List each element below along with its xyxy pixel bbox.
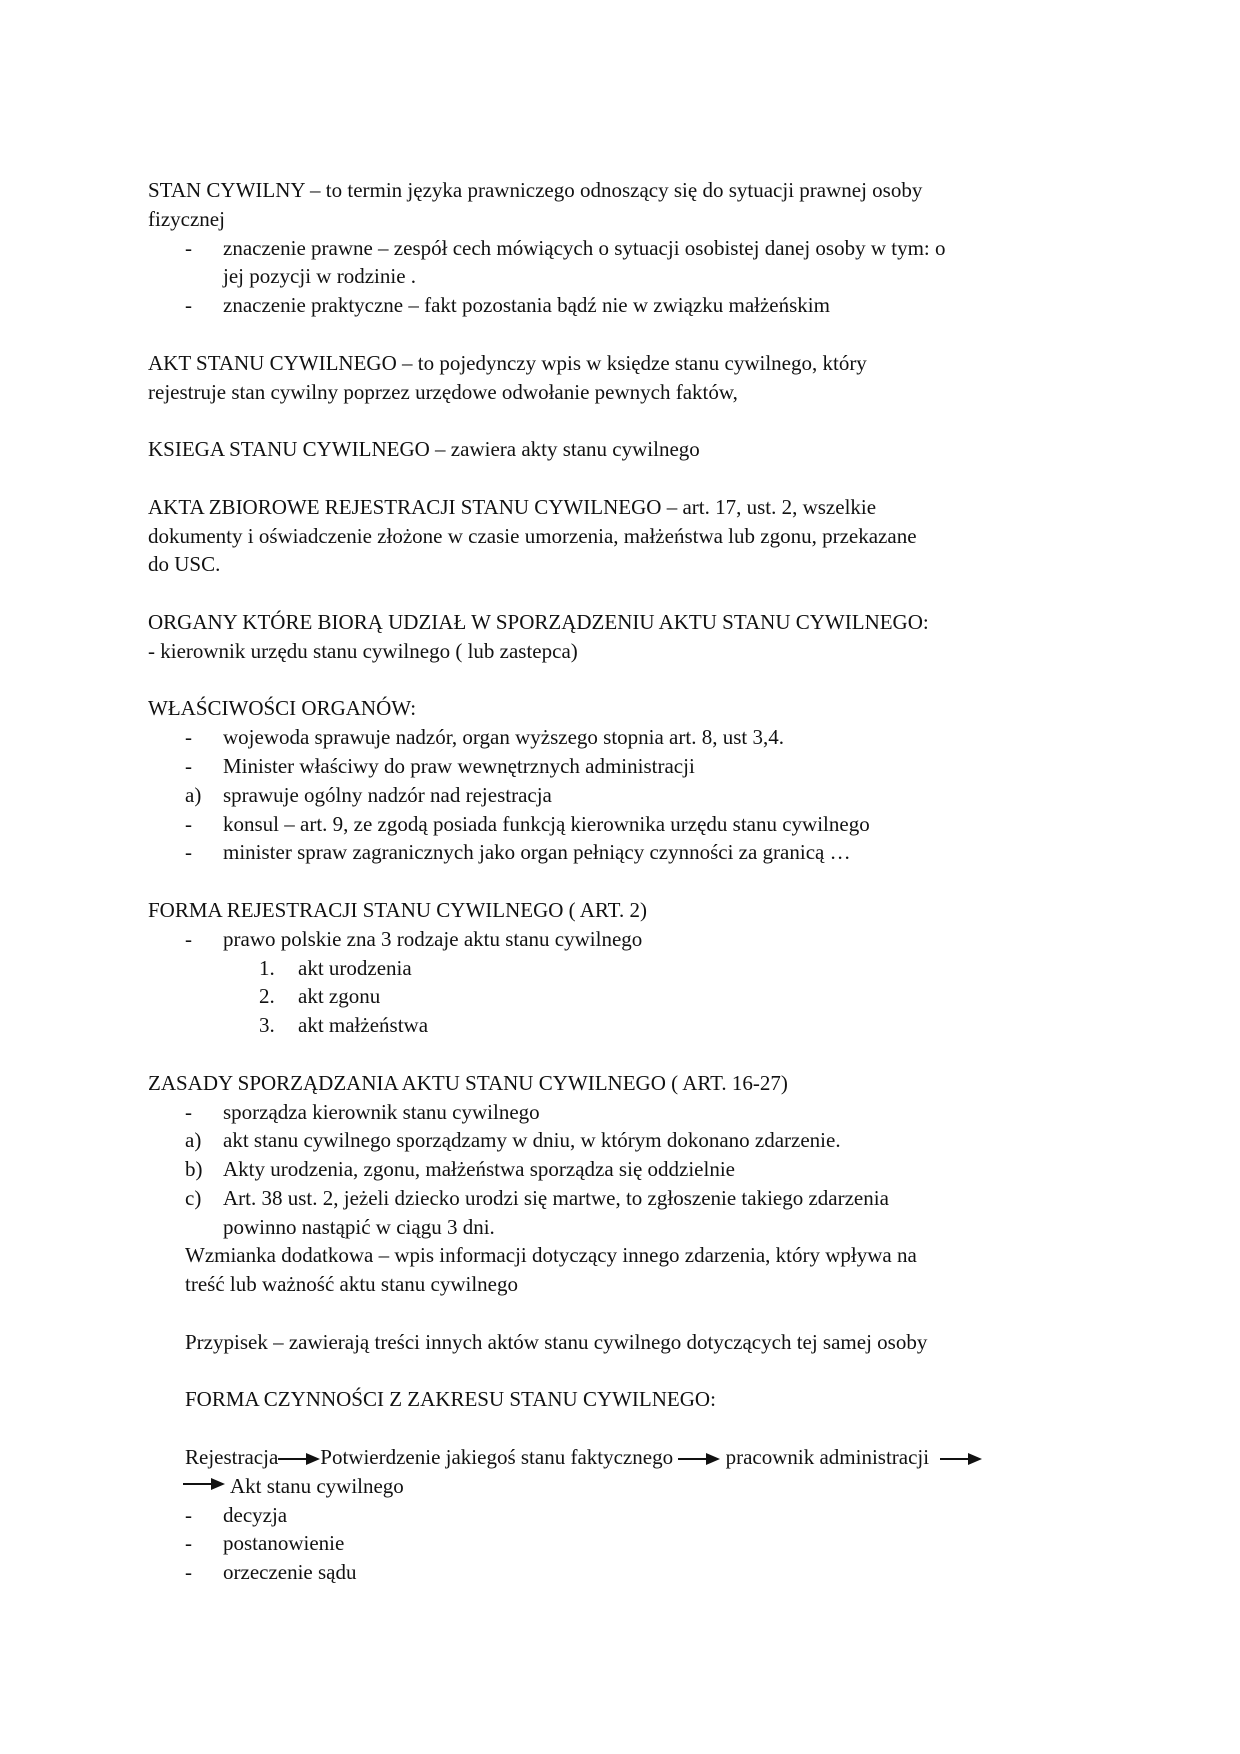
list-marker: a): [185, 782, 202, 807]
numbered-item: [148, 982, 1088, 1011]
list-item-line: znaczenie praktyczne – fakt pozostania bądź nie w związku małżeńskim: [223, 293, 830, 318]
list-item: [148, 838, 1088, 867]
heading-organy: ORGANY KTÓRE BIORĄ UDZIAŁ W SPORZĄDZENIU AKTU STANU CYWILNEGO:: [148, 609, 929, 634]
numbered-item-text: akt małżeństwa: [298, 1013, 429, 1038]
list-marker: -: [185, 1531, 192, 1556]
list-item-line: powinno nastąpić w ciągu 3 dni.: [223, 1214, 495, 1239]
arrow-right-icon: [278, 1452, 320, 1466]
paragraph-akta-zbiorowe-line1: AKTA ZBIOROWE REJESTRACJI STANU CYWILNEGO – art. 17, ust. 2, wszelkie: [148, 494, 877, 519]
heading-forma-rejestracji: FORMA REJESTRACJI STANU CYWILNEGO ( ART. 2): [148, 897, 647, 922]
list-item: [148, 1501, 1088, 1530]
paragraph-akta-zbiorowe-line3: do USC.: [148, 552, 221, 577]
flow-line: [148, 1443, 1088, 1472]
paragraph-stan-cywilny-line2: fizycznej: [148, 206, 225, 231]
list-marker: b): [185, 1157, 203, 1182]
list-marker: -: [185, 293, 192, 318]
numbered-item: [148, 954, 1088, 983]
heading-forma-czynnosci: FORMA CZYNNOŚCI Z ZAKRESU STANU CYWILNEGO:: [185, 1387, 716, 1412]
flow-step: Rejestracja: [185, 1445, 279, 1470]
arrow-right-icon: [678, 1452, 720, 1466]
paragraph-wzmianka-line2: treść lub ważność aktu stanu cywilnego: [185, 1272, 518, 1297]
list-marker: -: [185, 811, 192, 836]
list-item: [148, 291, 1088, 320]
heading-zasady: ZASADY SPORZĄDZANIA AKTU STANU CYWILNEGO ( ART. 16-27): [148, 1070, 788, 1095]
list-marker: a): [185, 1128, 202, 1153]
list-item-text: prawo polskie zna 3 rodzaje aktu stanu cywilnego: [223, 926, 643, 951]
paragraph-akta-zbiorowe-line2: dokumenty i oświadczenie złożone w czasie umorzenia, małżeństwa lub zgonu, przekazane: [148, 523, 917, 548]
list-marker: -: [185, 926, 192, 951]
number-marker: 2.: [259, 984, 275, 1009]
list-marker: -: [185, 1502, 192, 1527]
paragraph-stan-cywilny-line1: STAN CYWILNY – to termin języka prawniczego odnoszący się do sytuacji prawnej osoby: [148, 178, 923, 202]
list-item-text: decyzja: [223, 1502, 288, 1527]
list-marker: -: [185, 753, 192, 778]
list-item-line: Art. 38 ust. 2, jeżeli dziecko urodzi się martwe, to zgłoszenie takiego zdarzenia: [223, 1185, 889, 1210]
paragraph-akt-stanu-line2: rejestruje stan cywilny poprzez urzędowe odwołanie pewnych faktów,: [148, 379, 738, 404]
numbered-item-text: akt zgonu: [298, 984, 381, 1009]
list-item-text: konsul – art. 9, ze zgodą posiada funkcją kierownika urzędu stanu cywilnego: [223, 811, 870, 836]
list-marker: -: [185, 1560, 192, 1585]
list-marker: c): [185, 1185, 202, 1210]
list-item-text: minister spraw zagranicznych jako organ pełniący czynności za granicą …: [223, 840, 851, 865]
list-item: [148, 1184, 1088, 1242]
paragraph-wzmianka-line1: Wzmianka dodatkowa – wpis informacji dotyczący innego zdarzenia, który wpływa na: [185, 1243, 917, 1268]
list-marker: -: [185, 235, 192, 260]
arrow-right-icon: [183, 1477, 225, 1491]
flow-step: Potwierdzenie jakiegoś stanu faktycznego: [320, 1445, 674, 1470]
heading-wlasciwosci: WŁAŚCIWOŚCI ORGANÓW:: [148, 696, 417, 721]
list-item: [148, 925, 1088, 954]
number-marker: 3.: [259, 1013, 275, 1038]
document-body: [148, 176, 1088, 1587]
arrow-right-icon: [940, 1452, 982, 1466]
list-item: [148, 781, 1088, 810]
list-item: [148, 810, 1088, 839]
flow-line-continued: [148, 1472, 1088, 1501]
list-marker: -: [185, 840, 192, 865]
list-item: [148, 1558, 1088, 1587]
paragraph-organy-line1: - kierownik urzędu stanu cywilnego ( lub zastepca): [148, 638, 578, 663]
list-item: [148, 1126, 1088, 1155]
list-item-line: znaczenie prawne – zespół cech mówiących o sytuacji osobistej danej osoby w tym: o: [223, 235, 946, 260]
flow-step: Akt stanu cywilnego: [230, 1473, 404, 1498]
list-item: [148, 752, 1088, 781]
list-item: [148, 1098, 1088, 1127]
list-item-text: orzeczenie sądu: [223, 1560, 357, 1585]
paragraph-akt-stanu-line1: AKT STANU CYWILNEGO – to pojedynczy wpis w księdze stanu cywilnego, który: [148, 350, 867, 375]
number-marker: 1.: [259, 955, 275, 980]
list-item: [148, 723, 1088, 752]
list-item: [148, 1155, 1088, 1184]
paragraph-ksiega: KSIEGA STANU CYWILNEGO – zawiera akty stanu cywilnego: [148, 437, 700, 462]
list-item-text: postanowienie: [223, 1531, 345, 1556]
paragraph-przypisek: Przypisek – zawierają treści innych aktów stanu cywilnego dotyczących tej samej osoby: [185, 1329, 928, 1354]
list-item-line: akt stanu cywilnego sporządzamy w dniu, w którym dokonano zdarzenie.: [223, 1128, 841, 1153]
list-item-text: wojewoda sprawuje nadzór, organ wyższego stopnia art. 8, ust 3,4.: [223, 725, 784, 750]
flow-step: pracownik administracji: [725, 1445, 930, 1470]
list-item-line: jej pozycji w rodzinie .: [223, 264, 417, 289]
list-item-text: sprawuje ogólny nadzór nad rejestracja: [223, 782, 552, 807]
numbered-item-text: akt urodzenia: [298, 955, 412, 980]
list-item-line: Akty urodzenia, zgonu, małżeństwa sporządza się oddzielnie: [223, 1157, 735, 1182]
list-marker: -: [185, 725, 192, 750]
list-marker: -: [185, 1099, 192, 1124]
list-item-line: sporządza kierownik stanu cywilnego: [223, 1099, 540, 1124]
numbered-item: [148, 1011, 1088, 1040]
list-item: [148, 234, 1088, 292]
list-item: [148, 1529, 1088, 1558]
list-item-text: Minister właściwy do praw wewnętrznych administracji: [223, 753, 695, 778]
